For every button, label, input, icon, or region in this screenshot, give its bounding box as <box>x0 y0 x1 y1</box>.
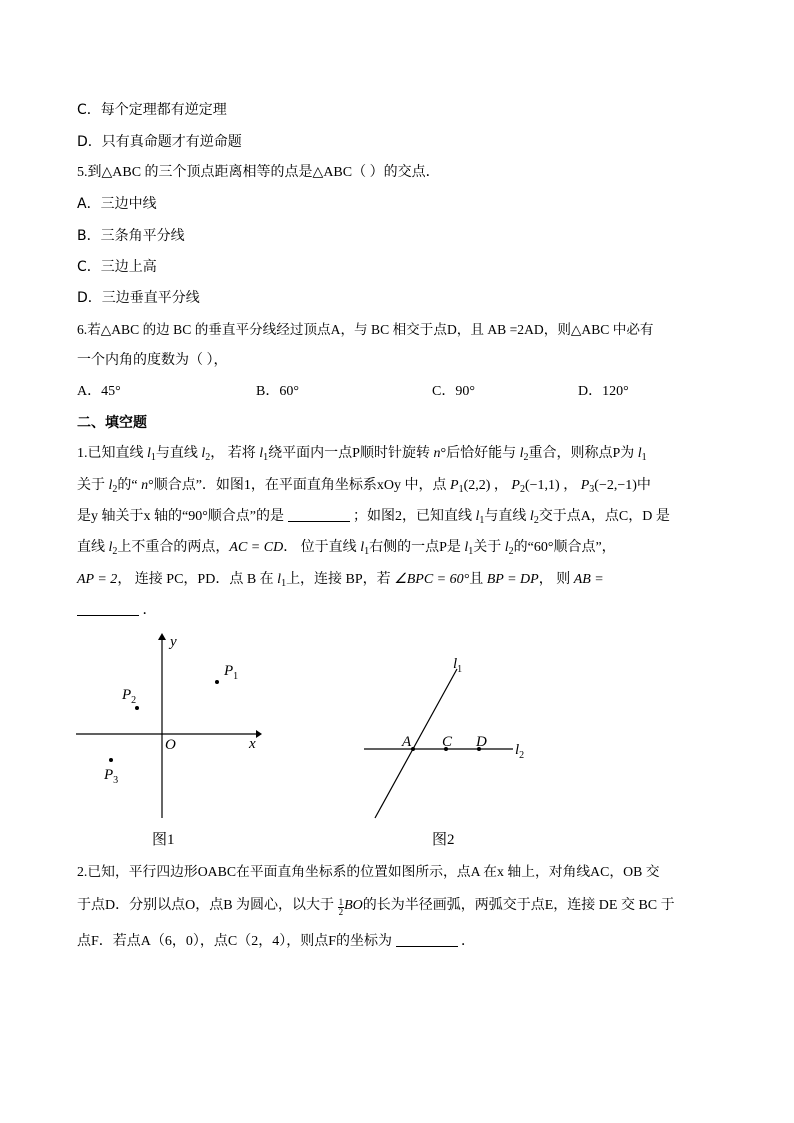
point-c-label: C <box>442 734 453 750</box>
q6-stem-line1: 6.若△ABC 的边 BC 的垂直平分线经过顶点A，与 BC 相交于点D，且 AB =2AD，则△ABC 中必有 <box>77 322 654 337</box>
x-axis-label: x <box>249 736 256 752</box>
fill2-line1: 2.已知，平行四边形OABC在平面直角坐标系的位置如图所示，点A 在x 轴上，对角线AC，OB 交 <box>77 864 660 879</box>
point-p2 <box>135 706 139 710</box>
point-p1 <box>215 680 219 684</box>
fill2-line3: 点F．若点A（6，0），点C（2，4），则点F的坐标为 ． <box>77 934 476 949</box>
fill1-line5: AP = 2， 连接 PC，PD．点 B 在 $l_1$上，连接 BP，若 ∠BPC = 60°且 BP = DP， 则 AB = <box>77 572 604 589</box>
q5-option-c: C．三边上高 <box>77 259 157 275</box>
fill1-line6: ． <box>77 601 157 621</box>
point-p3-label: $P_3$ <box>104 767 119 786</box>
q5-stem: 5.到△ABC 的三个顶点距离相等的点是△ABC（ ）的交点． <box>77 165 440 180</box>
fraction-one-half: $\frac{1}{2}$ <box>338 897 344 917</box>
fill1-line3: 是y 轴关于x 轴的“90°顺合点”的是 ；如图2，已知直线 $l_1$与直线 $l_2$交于点A，点C，D 是 <box>77 509 670 526</box>
q6-option-b: B．60° <box>256 384 299 399</box>
point-p2-label: $P_2$ <box>122 687 137 706</box>
figure-2-caption: 图2 <box>432 832 455 848</box>
point-a <box>411 747 415 751</box>
q6-option-a: A．45° <box>77 384 121 399</box>
answer-blank-2[interactable] <box>77 601 139 616</box>
point-p1-label: $P_1$ <box>224 663 239 682</box>
figure-1-caption: 图1 <box>152 832 175 848</box>
q6-option-d: D．120° <box>578 384 629 399</box>
answer-blank-3[interactable] <box>396 932 458 947</box>
q5-option-a: A．三边中线 <box>77 196 157 212</box>
q4-option-d: D．只有真命题才有逆命题 <box>77 134 242 150</box>
fill1-line1: 1.已知直线 $l_1$与直线 $l_2$， 若将 $l_1$绕平面内一点P顺时针旋转 n°后恰好能与 $l_2$重合，则称点P为 $l_1$ <box>77 446 647 463</box>
x-axis-arrow-icon <box>256 730 262 738</box>
point-p3 <box>109 758 113 762</box>
y-axis-label: y <box>170 634 177 650</box>
fill2-line2: 于点D．分别以点O，点B 为圆心，以大于 $\frac{1}{2}$ BO的长为半径画弧，两弧交于点E，连接 DE 交 BC 于 <box>77 897 675 917</box>
line-l2-label: $l_2$ <box>515 742 525 761</box>
answer-blank-1[interactable] <box>288 507 350 522</box>
point-d-label: D <box>476 734 487 750</box>
q4-option-c: C．每个定理都有逆定理 <box>77 102 227 118</box>
q6-stem-line2: 一个内角的度数为（ ）， <box>77 353 228 368</box>
figure-2 <box>355 648 545 823</box>
line-l1-label: $l_1$ <box>453 656 463 675</box>
q5-option-b: B．三条角平分线 <box>77 228 185 244</box>
section-heading: 二、填空题 <box>77 415 147 431</box>
origin-label: O <box>165 737 176 753</box>
point-a-label: A <box>402 734 412 750</box>
y-axis-arrow-icon <box>158 633 166 640</box>
figure-1 <box>70 628 270 858</box>
q5-option-d: D．三边垂直平分线 <box>77 290 200 306</box>
q6-option-c: C．90° <box>432 384 475 399</box>
fill1-line2: 关于 $l_2$的“ n°顺合点”．如图1，在平面直角坐标系xOy 中，点 $P_1(2,2)$ ， $P_2(-1,1)$ ， $P_3(-2,-1)$中 <box>77 478 651 495</box>
fill1-line4: 直线 $l_2$上不重合的两点，AC = CD． 位于直线 $l_1$右侧的一点P是 $l_1$关于 $l_2$的“60°顺合点”， <box>77 540 616 557</box>
